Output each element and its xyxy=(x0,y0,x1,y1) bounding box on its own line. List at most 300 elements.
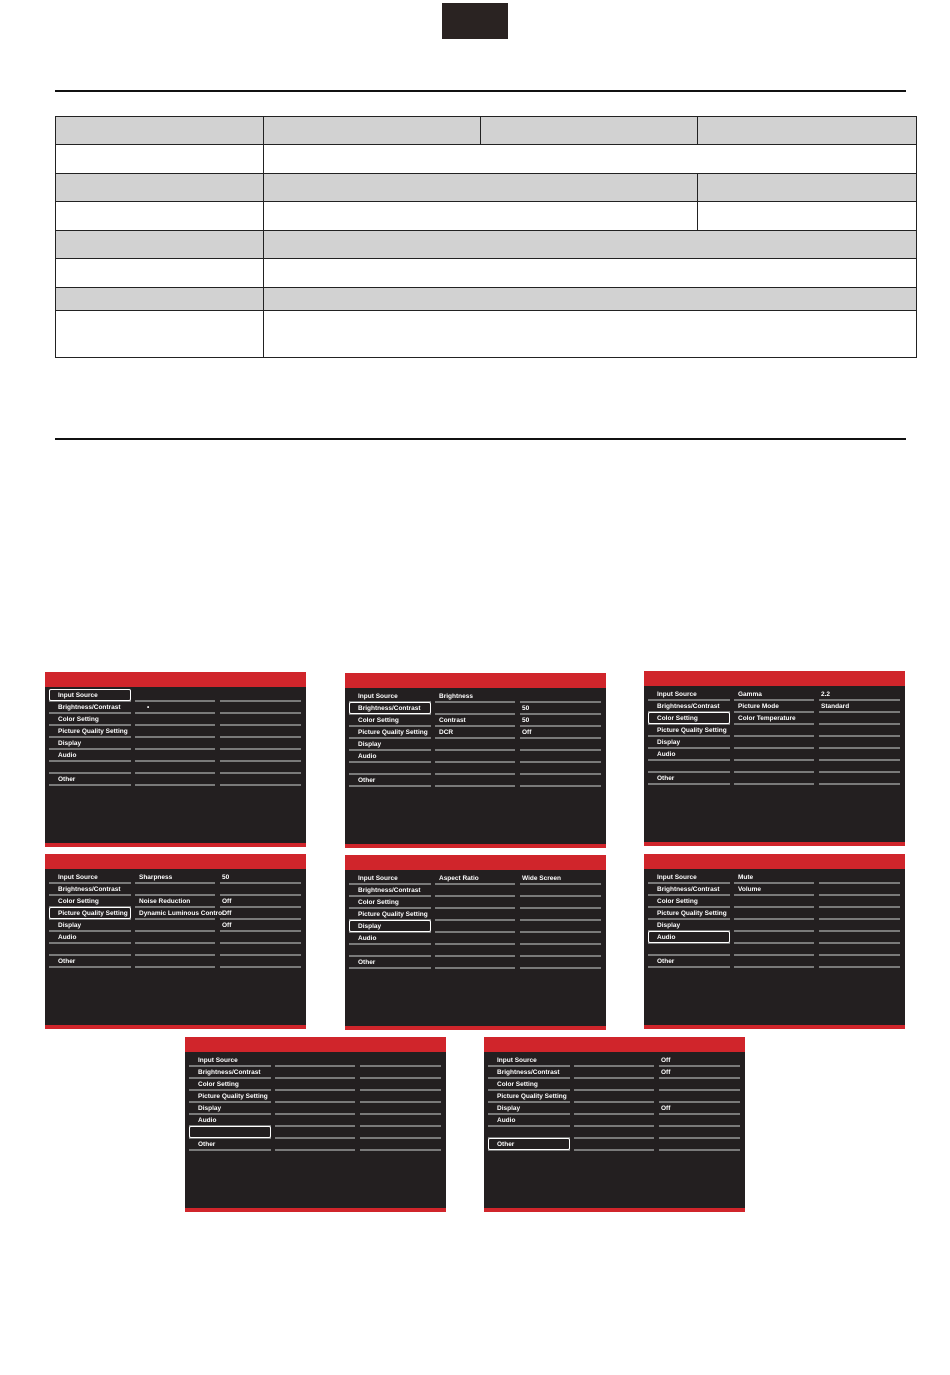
osd-row-divider xyxy=(734,759,814,761)
osd-selection-highlight[interactable] xyxy=(648,931,730,943)
osd-row-divider xyxy=(520,895,601,897)
osd-row-divider xyxy=(349,725,431,727)
osd-row-divider xyxy=(349,955,431,957)
osd-menu-item[interactable]: Picture Quality Setting xyxy=(198,1093,268,1100)
osd-option-label[interactable]: Sharpness xyxy=(139,874,173,881)
osd-menu-item[interactable]: Color Setting xyxy=(198,1081,239,1088)
osd-row-divider xyxy=(275,1089,355,1091)
osd-row-divider xyxy=(220,954,301,956)
osd-menu-item[interactable]: Input Source xyxy=(657,691,697,698)
osd-row-divider xyxy=(49,736,131,738)
osd-row-divider xyxy=(734,723,814,725)
osd-menu-item[interactable]: Other xyxy=(358,959,376,966)
osd-row-divider xyxy=(734,771,814,773)
osd-selection-highlight[interactable] xyxy=(349,920,431,932)
osd-row-divider xyxy=(819,942,900,944)
osd-menu-item[interactable]: Input Source xyxy=(497,1057,537,1064)
osd-row-divider xyxy=(435,919,515,921)
table-row xyxy=(56,288,917,311)
osd-row-divider xyxy=(435,883,515,885)
osd-row-divider xyxy=(435,773,515,775)
osd-row-divider xyxy=(659,1113,740,1115)
osd-title-bar xyxy=(644,854,905,869)
osd-row-divider xyxy=(734,783,814,785)
osd-menu-item[interactable]: Audio xyxy=(657,751,676,758)
osd-bottom-bar xyxy=(644,842,905,846)
osd-row-divider xyxy=(135,724,215,726)
osd-row-divider xyxy=(574,1125,654,1127)
osd-row-divider xyxy=(349,883,431,885)
osd-row-divider xyxy=(220,930,301,932)
osd-row-divider xyxy=(819,882,900,884)
osd-row-divider xyxy=(135,772,215,774)
osd-row-divider xyxy=(49,894,131,896)
osd-row-divider xyxy=(734,942,814,944)
osd-menu-item[interactable]: Display xyxy=(58,922,82,929)
osd-option-value: Wide Screen xyxy=(522,875,561,882)
osd-row-divider xyxy=(648,882,730,884)
osd-row-divider xyxy=(648,699,730,701)
table-row xyxy=(56,311,917,358)
osd-option-label[interactable]: Dynamic Luminous Control xyxy=(139,910,224,917)
osd-menu-item[interactable]: Other xyxy=(58,958,76,965)
osd-row-divider xyxy=(520,713,601,715)
osd-row-divider xyxy=(819,906,900,908)
osd-row-divider xyxy=(49,760,131,762)
osd-title-bar xyxy=(45,854,306,869)
osd-option-label[interactable]: Brightness xyxy=(439,693,473,700)
osd-row-divider xyxy=(220,700,301,702)
osd-title-bar xyxy=(484,1037,745,1052)
osd-row-divider xyxy=(520,883,601,885)
osd-option-value: Off xyxy=(661,1057,671,1064)
osd-row-divider xyxy=(435,713,515,715)
osd-menu-item[interactable]: Audio xyxy=(358,935,377,942)
osd-option-value: 50 xyxy=(522,705,530,712)
osd-row-divider xyxy=(435,943,515,945)
osd-row-divider xyxy=(220,784,301,786)
osd-bottom-bar xyxy=(484,1208,745,1212)
osd-row-divider xyxy=(734,918,814,920)
osd-row-divider xyxy=(648,906,730,908)
osd-row-divider xyxy=(648,783,730,785)
osd-row-divider xyxy=(659,1137,740,1139)
osd-menu-item[interactable]: Color Setting xyxy=(358,899,399,906)
osd-row-divider xyxy=(520,967,601,969)
osd-menu-item[interactable]: Audio xyxy=(358,753,377,760)
osd-row-divider xyxy=(659,1065,740,1067)
osd-menu-item[interactable]: Display xyxy=(657,739,681,746)
osd-option-label[interactable]: Mute xyxy=(738,874,754,881)
osd-menu-item[interactable]: Brightness/Contrast xyxy=(657,703,720,710)
osd-menu-screen xyxy=(185,1037,446,1212)
table-row xyxy=(56,145,917,174)
osd-row-divider xyxy=(435,907,515,909)
osd-row-divider xyxy=(220,736,301,738)
osd-row-divider xyxy=(349,785,431,787)
osd-bottom-bar xyxy=(45,1025,306,1029)
osd-bottom-bar xyxy=(644,1025,905,1029)
osd-row-divider xyxy=(819,735,900,737)
osd-menu-item[interactable]: Input Source xyxy=(657,874,697,881)
osd-menu-screen xyxy=(45,672,306,847)
osd-menu-screen xyxy=(45,854,306,1029)
osd-title-bar xyxy=(644,671,905,686)
osd-row-divider xyxy=(360,1089,441,1091)
osd-row-divider xyxy=(734,735,814,737)
osd-row-divider xyxy=(648,759,730,761)
osd-menu-item[interactable]: Brightness/Contrast xyxy=(358,705,421,712)
osd-menu-item[interactable]: Brightness/Contrast xyxy=(58,704,121,711)
osd-row-divider xyxy=(189,1065,271,1067)
osd-row-divider xyxy=(648,771,730,773)
osd-row-divider xyxy=(648,747,730,749)
osd-row-divider xyxy=(220,918,301,920)
osd-row-divider xyxy=(360,1149,441,1151)
osd-menu-item[interactable]: Input Source xyxy=(358,875,398,882)
osd-row-divider xyxy=(220,712,301,714)
osd-menu-item[interactable]: Input Source xyxy=(198,1057,238,1064)
osd-row-divider xyxy=(520,773,601,775)
osd-row-divider xyxy=(349,737,431,739)
osd-row-divider xyxy=(819,723,900,725)
osd-row-divider xyxy=(819,747,900,749)
osd-menu-item[interactable]: Picture Quality Setting xyxy=(358,911,428,918)
osd-menu-item[interactable]: Audio xyxy=(657,934,676,941)
osd-menu-item[interactable]: Display xyxy=(657,922,681,929)
osd-option-value: Off xyxy=(222,910,232,917)
osd-row-divider xyxy=(488,1113,570,1115)
osd-row-divider xyxy=(220,724,301,726)
page-number-tab xyxy=(442,3,508,39)
osd-row-divider xyxy=(135,906,215,908)
osd-menu-item[interactable]: Picture Quality Setting xyxy=(657,910,727,917)
osd-menu-item[interactable]: Other xyxy=(358,777,376,784)
osd-row-divider xyxy=(520,919,601,921)
osd-option-label[interactable]: Gamma xyxy=(738,691,762,698)
osd-row-divider xyxy=(49,942,131,944)
osd-row-divider xyxy=(189,1101,271,1103)
osd-row-divider xyxy=(520,931,601,933)
osd-row-divider xyxy=(659,1101,740,1103)
osd-row-divider xyxy=(220,942,301,944)
osd-row-divider xyxy=(135,760,215,762)
osd-option-label[interactable]: Color Temperature xyxy=(738,715,796,722)
osd-option-value: Off xyxy=(222,898,232,905)
osd-row-divider xyxy=(189,1077,271,1079)
osd-row-divider xyxy=(220,748,301,750)
osd-title-bar xyxy=(185,1037,446,1052)
osd-row-divider xyxy=(659,1149,740,1151)
osd-row-divider xyxy=(734,954,814,956)
osd-row-divider xyxy=(135,942,215,944)
osd-menu-item[interactable]: Input Source xyxy=(358,693,398,700)
osd-row-divider xyxy=(275,1137,355,1139)
osd-menu-item[interactable]: Color Setting xyxy=(497,1081,538,1088)
osd-row-divider xyxy=(49,772,131,774)
osd-row-divider xyxy=(349,967,431,969)
osd-menu-item[interactable]: Color Setting xyxy=(657,715,698,722)
osd-option-value: Off xyxy=(661,1105,671,1112)
osd-row-divider xyxy=(135,700,215,702)
osd-row-divider xyxy=(520,737,601,739)
osd-row-divider xyxy=(659,1089,740,1091)
osd-row-divider xyxy=(220,882,301,884)
osd-row-divider xyxy=(734,699,814,701)
osd-row-divider xyxy=(275,1149,355,1151)
osd-option-label[interactable]: Aspect Ratio xyxy=(439,875,479,882)
osd-row-divider xyxy=(189,1113,271,1115)
osd-row-divider xyxy=(435,749,515,751)
osd-menu-item[interactable]: Color Setting xyxy=(657,898,698,905)
osd-row-divider xyxy=(349,895,431,897)
osd-row-divider xyxy=(488,1125,570,1127)
osd-row-divider xyxy=(135,784,215,786)
osd-row-divider xyxy=(135,882,215,884)
osd-row-divider xyxy=(275,1101,355,1103)
osd-row-divider xyxy=(734,906,814,908)
osd-option-value: Off xyxy=(661,1069,671,1076)
osd-row-divider xyxy=(135,954,215,956)
osd-row-divider xyxy=(435,761,515,763)
osd-row-divider xyxy=(360,1065,441,1067)
osd-option-value: Off xyxy=(222,922,232,929)
osd-menu-item[interactable]: Audio xyxy=(198,1117,217,1124)
table-row xyxy=(56,259,917,288)
specification-table xyxy=(55,116,917,358)
osd-menu-item[interactable]: Display xyxy=(497,1105,521,1112)
osd-menu-item[interactable]: Other xyxy=(58,776,76,783)
osd-row-divider xyxy=(435,785,515,787)
osd-row-divider xyxy=(189,1149,271,1151)
osd-row-divider xyxy=(135,918,215,920)
osd-row-divider xyxy=(574,1149,654,1151)
osd-row-divider xyxy=(734,930,814,932)
osd-selection-highlight[interactable] xyxy=(189,1126,271,1138)
osd-row-divider xyxy=(360,1101,441,1103)
osd-option-value: 2.2 xyxy=(821,691,831,698)
osd-row-divider xyxy=(49,784,131,786)
osd-menu-item[interactable]: Color Setting xyxy=(58,898,99,905)
osd-row-divider xyxy=(49,712,131,714)
osd-row-divider xyxy=(734,882,814,884)
osd-row-divider xyxy=(49,748,131,750)
osd-menu-item[interactable]: Display xyxy=(198,1105,222,1112)
osd-row-divider xyxy=(488,1089,570,1091)
osd-row-divider xyxy=(488,1065,570,1067)
osd-row-divider xyxy=(734,894,814,896)
osd-bottom-bar xyxy=(345,1026,606,1030)
osd-option-label[interactable]: Volume xyxy=(738,886,761,893)
osd-menu-item[interactable]: Audio xyxy=(497,1117,516,1124)
osd-menu-item[interactable]: Picture Quality Setting xyxy=(358,729,428,736)
osd-menu-item[interactable]: Other xyxy=(657,958,675,965)
table-row xyxy=(56,202,917,231)
osd-row-divider xyxy=(49,954,131,956)
osd-row-divider xyxy=(360,1137,441,1139)
osd-row-divider xyxy=(574,1137,654,1139)
osd-bottom-bar xyxy=(185,1208,446,1212)
osd-row-divider xyxy=(220,760,301,762)
section-rule-top xyxy=(55,90,906,92)
osd-title-bar xyxy=(345,855,606,870)
osd-row-divider xyxy=(819,771,900,773)
osd-row-divider xyxy=(49,966,131,968)
osd-menu-item[interactable]: Picture Quality Setting xyxy=(58,728,128,735)
osd-option-label[interactable]: DCR xyxy=(439,729,454,736)
osd-menu-item[interactable]: Other xyxy=(198,1141,216,1148)
osd-row-divider xyxy=(275,1077,355,1079)
table-row xyxy=(56,231,917,259)
osd-selection-highlight[interactable] xyxy=(49,907,131,919)
osd-menu-item[interactable]: Display xyxy=(358,741,382,748)
osd-menu-item[interactable]: Brightness/Contrast xyxy=(657,886,720,893)
osd-row-divider xyxy=(360,1125,441,1127)
osd-option-label[interactable]: Picture Mode xyxy=(738,703,779,710)
osd-row-divider xyxy=(488,1101,570,1103)
osd-row-divider xyxy=(520,701,601,703)
osd-menu-screen xyxy=(644,854,905,1029)
osd-row-divider xyxy=(648,894,730,896)
osd-selection-highlight[interactable] xyxy=(488,1138,570,1150)
osd-selection-highlight[interactable] xyxy=(349,702,431,714)
osd-row-divider xyxy=(275,1125,355,1127)
osd-menu-item[interactable]: Display xyxy=(358,923,382,930)
osd-row-divider xyxy=(435,955,515,957)
osd-row-divider xyxy=(349,749,431,751)
osd-row-divider xyxy=(819,954,900,956)
osd-menu-item[interactable]: Brightness/Contrast xyxy=(497,1069,560,1076)
osd-row-divider xyxy=(520,785,601,787)
osd-row-divider xyxy=(819,918,900,920)
osd-row-divider xyxy=(349,907,431,909)
osd-menu-item[interactable]: Brightness/Contrast xyxy=(58,886,121,893)
osd-row-divider xyxy=(360,1113,441,1115)
osd-row-divider xyxy=(349,943,431,945)
osd-row-divider xyxy=(648,735,730,737)
osd-menu-item[interactable]: Input Source xyxy=(58,874,98,881)
osd-row-divider xyxy=(435,737,515,739)
osd-menu-screen xyxy=(484,1037,745,1212)
osd-row-divider xyxy=(135,894,215,896)
table-row xyxy=(56,174,917,202)
osd-row-divider xyxy=(520,955,601,957)
osd-row-divider xyxy=(734,711,814,713)
osd-menu-item[interactable]: Color Setting xyxy=(358,717,399,724)
osd-row-divider xyxy=(220,906,301,908)
osd-row-divider xyxy=(49,930,131,932)
osd-menu-item[interactable]: Brightness/Contrast xyxy=(198,1069,261,1076)
osd-selection-highlight[interactable] xyxy=(648,712,730,724)
osd-menu-item[interactable]: Picture Quality Setting xyxy=(657,727,727,734)
osd-row-divider xyxy=(360,1077,441,1079)
osd-menu-item[interactable]: Audio xyxy=(58,752,77,759)
table-row xyxy=(56,117,917,145)
osd-menu-item[interactable]: Other xyxy=(497,1141,515,1148)
osd-row-divider xyxy=(220,966,301,968)
osd-row-divider xyxy=(488,1077,570,1079)
osd-bottom-bar xyxy=(45,843,306,847)
osd-row-divider xyxy=(520,943,601,945)
osd-bottom-bar xyxy=(345,844,606,848)
osd-row-divider xyxy=(819,783,900,785)
osd-row-divider xyxy=(275,1065,355,1067)
osd-row-divider xyxy=(734,747,814,749)
osd-row-divider xyxy=(520,725,601,727)
osd-menu-screen xyxy=(345,855,606,1030)
osd-row-divider xyxy=(435,701,515,703)
osd-row-divider xyxy=(819,759,900,761)
osd-selection-highlight[interactable] xyxy=(49,689,131,701)
osd-option-value: Standard xyxy=(821,703,850,710)
osd-row-divider xyxy=(819,894,900,896)
osd-row-divider xyxy=(189,1089,271,1091)
osd-option-label[interactable]: Contrast xyxy=(439,717,466,724)
osd-menu-item[interactable]: Input Source xyxy=(58,692,98,699)
osd-title-bar xyxy=(45,672,306,687)
osd-row-divider xyxy=(574,1113,654,1115)
osd-row-divider xyxy=(819,699,900,701)
osd-menu-screen xyxy=(644,671,905,846)
osd-row-divider xyxy=(819,930,900,932)
osd-option-label[interactable]: Noise Reduction xyxy=(139,898,191,905)
osd-row-divider xyxy=(659,1077,740,1079)
osd-row-divider xyxy=(435,725,515,727)
osd-option-value: 50 xyxy=(522,717,530,724)
osd-row-divider xyxy=(819,966,900,968)
osd-row-divider xyxy=(648,966,730,968)
osd-option-value: 50 xyxy=(222,874,230,881)
osd-row-divider xyxy=(520,907,601,909)
osd-row-divider xyxy=(574,1065,654,1067)
osd-row-divider xyxy=(275,1113,355,1115)
osd-row-divider xyxy=(135,966,215,968)
osd-row-divider xyxy=(520,749,601,751)
osd-row-divider xyxy=(135,930,215,932)
osd-row-divider xyxy=(49,724,131,726)
osd-row-divider xyxy=(435,895,515,897)
osd-row-divider xyxy=(435,967,515,969)
osd-row-divider xyxy=(819,711,900,713)
osd-row-divider xyxy=(135,736,215,738)
osd-menu-item[interactable]: Picture Quality Setting xyxy=(58,910,128,917)
osd-row-divider xyxy=(435,931,515,933)
osd-row-divider xyxy=(135,712,215,714)
osd-row-divider xyxy=(349,773,431,775)
osd-title-bar xyxy=(345,673,606,688)
osd-row-divider xyxy=(659,1125,740,1127)
osd-option-value: Off xyxy=(522,729,532,736)
osd-menu-item[interactable]: Audio xyxy=(58,934,77,941)
osd-menu-item[interactable]: Picture Quality Setting xyxy=(497,1093,567,1100)
osd-row-divider xyxy=(734,966,814,968)
osd-row-divider xyxy=(648,954,730,956)
osd-row-divider xyxy=(574,1089,654,1091)
osd-bullet: • xyxy=(147,704,150,711)
osd-row-divider xyxy=(574,1077,654,1079)
osd-menu-item[interactable]: Brightness/Contrast xyxy=(358,887,421,894)
osd-row-divider xyxy=(135,748,215,750)
osd-menu-item[interactable]: Color Setting xyxy=(58,716,99,723)
osd-row-divider xyxy=(49,882,131,884)
section-rule-bottom xyxy=(55,438,906,440)
osd-row-divider xyxy=(648,918,730,920)
osd-row-divider xyxy=(574,1101,654,1103)
osd-row-divider xyxy=(349,761,431,763)
osd-row-divider xyxy=(220,894,301,896)
osd-menu-item[interactable]: Other xyxy=(657,775,675,782)
osd-menu-item[interactable]: Display xyxy=(58,740,82,747)
